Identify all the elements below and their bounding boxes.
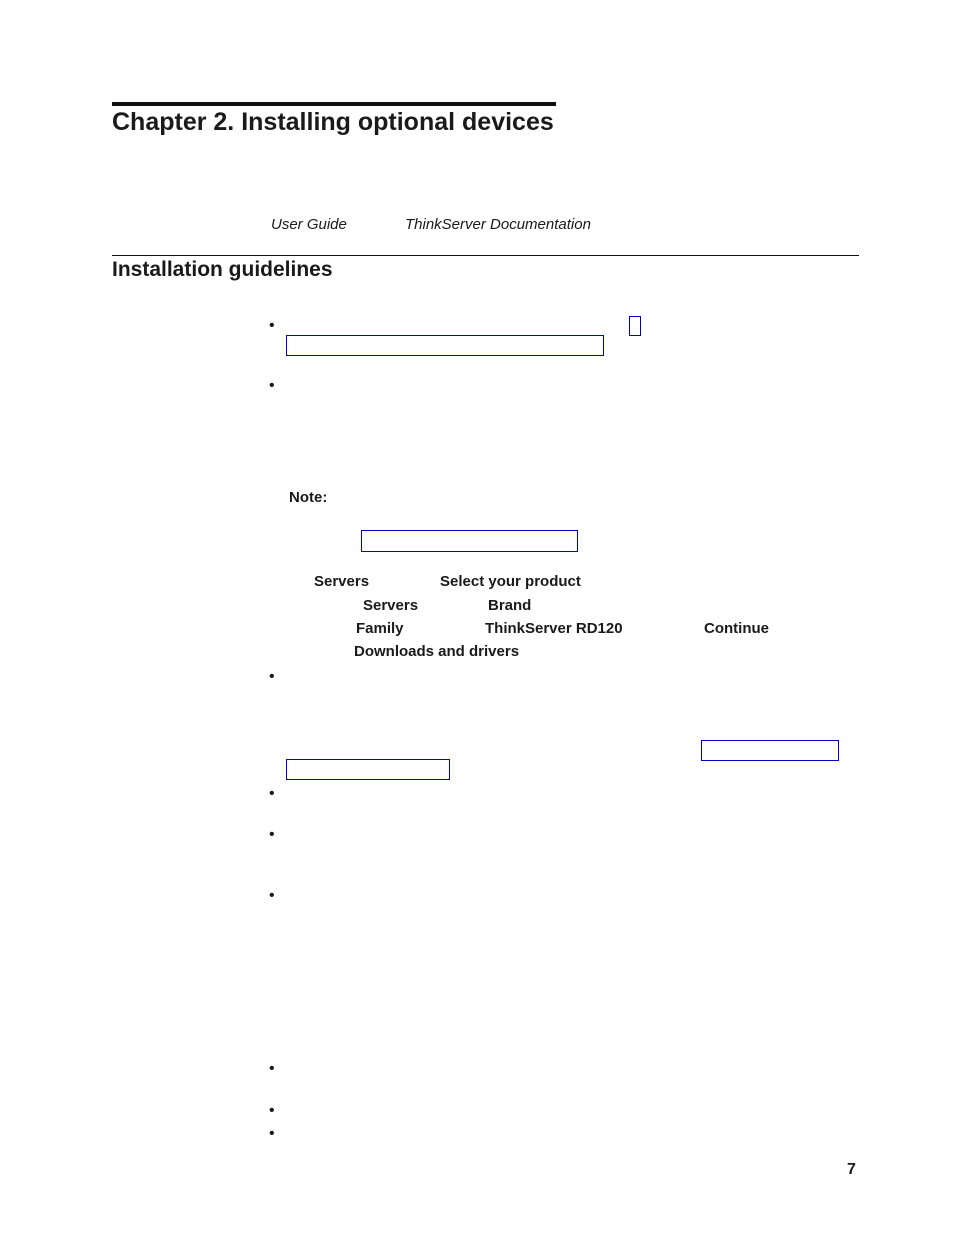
list-bullet: • [269,1102,275,1119]
link-box[interactable] [286,759,450,780]
chapter-title: Chapter 2. Installing optional devices [112,108,554,136]
list-bullet: • [269,1125,275,1142]
nav-select-product: Select your product [440,573,581,590]
list-bullet: • [269,668,275,685]
nav-servers: Servers [314,573,370,590]
list-bullet: • [269,785,275,802]
list-bullet: • [269,1060,275,1077]
nav-servers-2: Servers [363,597,419,614]
section-title: Installation guidelines [112,258,333,281]
list-bullet: • [269,317,275,334]
nav-brand: Brand [488,597,532,614]
nav-continue: Continue [704,620,769,637]
link-box[interactable] [629,316,641,336]
page-number: 7 [847,1161,856,1178]
chapter-rule [112,102,556,106]
list-bullet: • [269,887,275,904]
nav-downloads: Downloads and drivers [354,643,520,660]
list-bullet: • [269,826,275,843]
section-rule [112,255,859,256]
documentation-reference: ThinkServer Documentation [405,216,591,233]
support-link-box[interactable] [361,530,578,552]
nav-model: ThinkServer RD120 [485,620,623,637]
link-box[interactable] [701,740,839,761]
user-guide-reference: User Guide [271,216,347,233]
nav-family: Family [356,620,404,637]
list-bullet: • [269,377,275,394]
link-box[interactable] [286,335,604,356]
note-label: Note: [289,489,328,506]
